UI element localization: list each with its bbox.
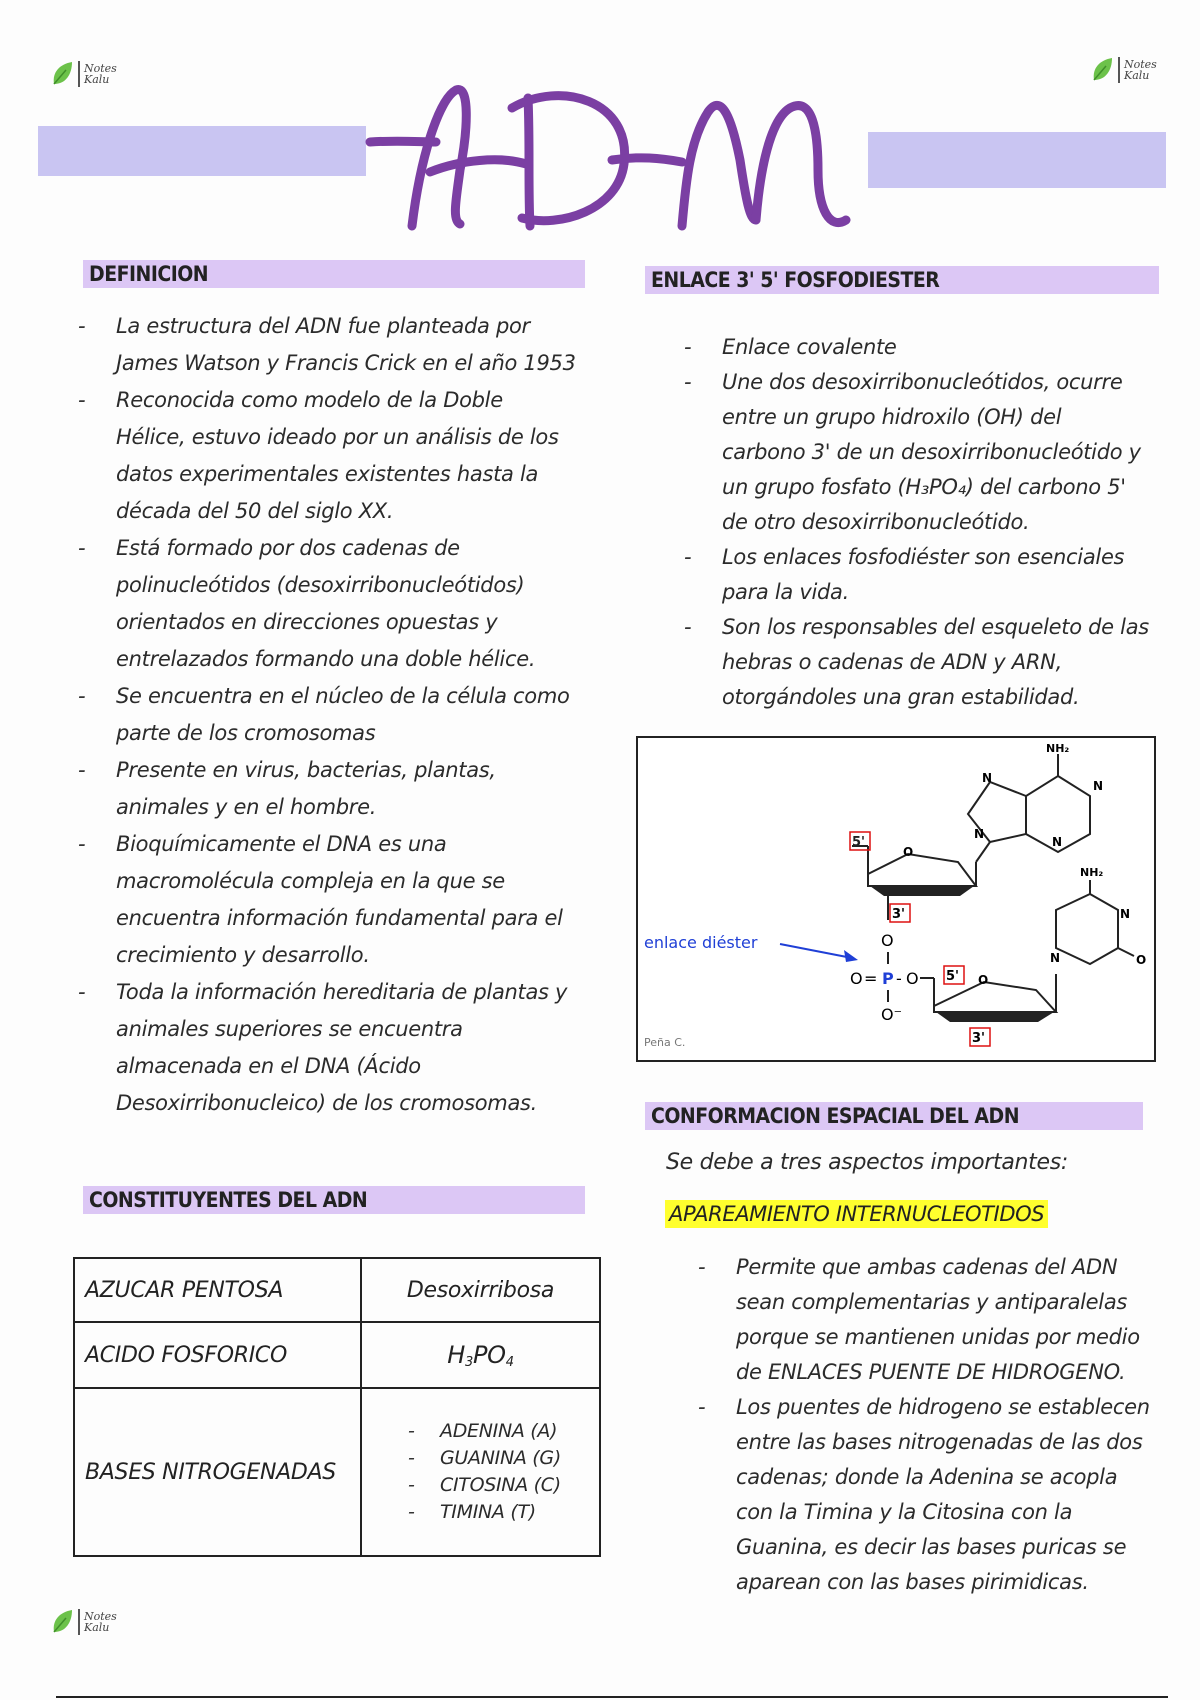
list-item: - GUANINA (G) xyxy=(408,1445,589,1472)
list-item: - Son los responsables del esqueleto de las hebras o cadenas de ADN y ARN, otorgándoles una gran estabilidad. xyxy=(684,610,1150,715)
svg-text:N: N xyxy=(1052,835,1063,849)
list-item: - Une dos desoxirribonucleótidos, ocurre entre un grupo hidroxilo (OH) del carbono 3' de un desoxirribonucleótido y un grupo fosfato (H₃PO₄) del carbono 5' de otro desoxirribonucleótido. xyxy=(684,365,1150,540)
section-header-constituyentes: CONSTITUYENTES DEL ADN xyxy=(83,1186,585,1214)
title-band-left xyxy=(38,126,366,176)
bottom-rule xyxy=(56,1696,1168,1698)
svg-text:N: N xyxy=(974,827,985,841)
arrow-icon xyxy=(844,950,858,962)
figure-credit: Peña C. xyxy=(644,1036,686,1049)
list-item: - Presente en virus, bacterias, plantas, animales y en el hombre. xyxy=(78,752,578,826)
svg-text:O⁻: O⁻ xyxy=(881,1005,903,1024)
section-header-enlace: ENLACE 3' 5' FOSFODIESTER xyxy=(645,266,1159,294)
list-item: - Está formado por dos cadenas de polinucleótidos (desoxirribonucleótidos) orientados en direcciones opuestas y entrelazados formando una doble hélice. xyxy=(78,530,578,678)
section-header-definicion: DEFINICION xyxy=(83,260,585,288)
list-item: - Los puentes de hidrogeno se establecen entre las bases nitrogenadas de las dos cadenas; donde la Adenina se acopla con la Timina y la Citosina con la Guanina, es decir las bases puricas se aparean con las bases pirimidicas. xyxy=(698,1390,1156,1600)
svg-text:O: O xyxy=(850,969,863,988)
conformacion-intro: Se debe a tres aspectos importantes: xyxy=(666,1150,1069,1175)
brand-logo-bottom-left xyxy=(50,1608,117,1636)
logo-text: Notes Kalu xyxy=(84,62,117,86)
svg-text:O: O xyxy=(1136,953,1147,967)
apareamiento-list xyxy=(698,1250,1156,1600)
svg-text:O: O xyxy=(881,931,894,950)
logo-divider xyxy=(78,61,80,87)
section-header-conformacion: CONFORMACION ESPACIAL DEL ADN xyxy=(645,1102,1143,1130)
svg-text:5': 5' xyxy=(946,969,960,984)
list-item: - TIMINA (T) xyxy=(408,1499,589,1526)
brand-logo-top-right xyxy=(1090,56,1157,84)
table-cell-value: Desoxirribosa xyxy=(361,1258,600,1322)
svg-text:NH₂: NH₂ xyxy=(1046,742,1070,755)
list-item: - Bioquímicamente el DNA es una macromolécula compleja en la que se encuentra información fundamental para el crecimiento y desarrollo. xyxy=(78,826,578,974)
table-cell-label: BASES NITROGENADAS xyxy=(74,1388,361,1556)
svg-text:NH₂: NH₂ xyxy=(1080,866,1104,879)
list-item: - ADENINA (A) xyxy=(408,1418,589,1445)
leaf-icon xyxy=(1090,56,1114,84)
list-item: - Los enlaces fosfodiéster son esenciales para la vida. xyxy=(684,540,1150,610)
list-item: - Permite que ambas cadenas del ADN sean complementarias y antiparalelas porque se mantienen unidas por medio de ENLACES PUENTE DE HIDROGENO. xyxy=(698,1250,1156,1390)
list-item: - Toda la información hereditaria de plantas y animales superiores se encuentra almacenada en el DNA (Ácido Desoxirribonucleico) de los cromosomas. xyxy=(78,974,578,1122)
bases-list xyxy=(408,1418,589,1526)
enlace-list xyxy=(684,330,1150,715)
subheader-apareamiento: APAREAMIENTO INTERNUCLEOTIDOS xyxy=(665,1200,1048,1228)
svg-text:P: P xyxy=(882,969,894,988)
logo-text: Notes Kalu xyxy=(84,1610,117,1634)
table-cell-label: AZUCAR PENTOSA xyxy=(74,1258,361,1322)
title-band-right xyxy=(868,132,1166,188)
table-row xyxy=(74,1322,600,1388)
leaf-icon xyxy=(50,1608,74,1636)
enlace-label: enlace diéster xyxy=(644,933,758,952)
leaf-icon xyxy=(50,60,74,88)
list-item: - Reconocida como modelo de la Doble Hélice, estuvo ideado por un análisis de los datos experimentales existentes hasta la década del 50 del siglo XX. xyxy=(78,382,578,530)
svg-text:5': 5' xyxy=(852,835,866,850)
svg-text:O: O xyxy=(906,969,919,988)
molecule-diagram xyxy=(638,738,1154,1060)
svg-text:3': 3' xyxy=(892,907,906,922)
logo-text: Notes Kalu xyxy=(1124,58,1157,82)
svg-text:N: N xyxy=(982,771,993,785)
table-row xyxy=(74,1258,600,1322)
svg-text:N: N xyxy=(1093,779,1104,793)
table-cell-value: $H_3PO_4$ xyxy=(361,1322,600,1388)
list-item: - Enlace covalente xyxy=(684,330,1150,365)
list-item: - La estructura del ADN fue planteada por James Watson y Francis Crick en el año 1953 xyxy=(78,308,578,382)
list-item: - Se encuentra en el núcleo de la célula como parte de los cromosomas xyxy=(78,678,578,752)
svg-text:3': 3' xyxy=(972,1031,986,1046)
list-item: - CITOSINA (C) xyxy=(408,1472,589,1499)
brand-logo-top-left xyxy=(50,60,117,88)
table-cell-label: ACIDO FOSFORICO xyxy=(74,1322,361,1388)
fosfodiester-figure xyxy=(636,736,1156,1062)
logo-divider xyxy=(1118,57,1120,83)
logo-divider xyxy=(78,1609,80,1635)
table-row xyxy=(74,1388,600,1556)
svg-text:=: = xyxy=(864,969,878,988)
svg-text:O: O xyxy=(903,845,914,859)
svg-text:-: - xyxy=(896,969,902,988)
page-title xyxy=(360,60,880,240)
svg-text:O: O xyxy=(978,973,989,987)
definicion-list xyxy=(78,308,578,1122)
constituyentes-table xyxy=(73,1257,601,1557)
svg-text:N: N xyxy=(1120,907,1131,921)
table-cell-value xyxy=(361,1388,600,1556)
svg-text:N: N xyxy=(1050,951,1061,965)
